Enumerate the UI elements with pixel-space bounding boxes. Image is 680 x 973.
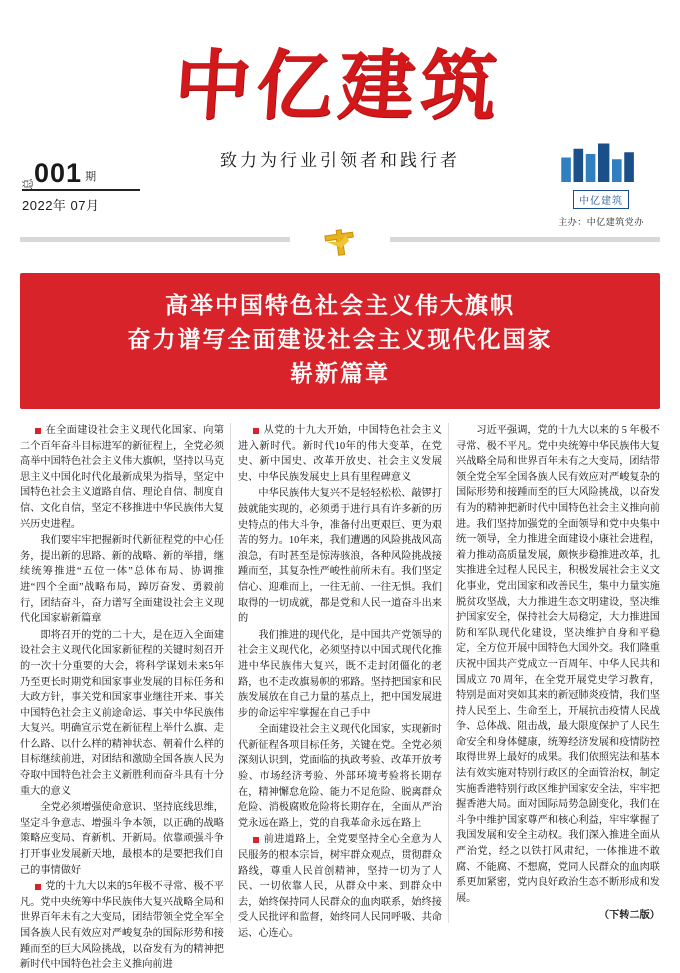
- masthead-slogan: 致力为行业引领者和践行者: [220, 151, 460, 170]
- masthead-divider: [20, 232, 660, 246]
- headline-line-2: 奋力谱写全面建设社会主义现代化国家: [127, 326, 553, 353]
- column-divider: [448, 423, 449, 923]
- divider-left: [20, 237, 290, 242]
- divider-right: [390, 237, 660, 242]
- logo-name: 中亿建筑: [573, 190, 629, 209]
- headline-banner: [20, 273, 660, 409]
- masthead: [0, 0, 680, 255]
- paragraph: 习近平强调，党的十九大以来的 5 年极不寻常、极不平凡。党中央统筹中华民族伟大复兴战略全局和世界百年未有之大变局，团结带领全党全军全国各族人民有效应对严峻复杂的国际形势和接踵而至的巨大风险挑战，以奋发有为的精神把新时代中国特色社会主义推向前进。我们坚持加强党的全面领导和党中央集中统一领导，全力推进全面建设小康社会进程，着力推动高质量发展，颇恢步稳推进改革，扎实推进全过程人民民主，积极发展社会主义文化事业，党出国家和改善民生，集中力量实施脱贫攻坚战，大力推进生态文明建设，坚决维护国家安全，保持社会大局稳定，大力推进国防和军队现代化建设，坚决维护自身和平稳定，全方位开展中国特色大国外交。我们隆重庆祝中国共产党成立一百周年、中华人民共和国成立 70 周年，在全党开展党史学习教育，特别是面对突如其来的新冠肺炎疫情，我们坚持人民至上、生命至上，开展抗击疫情人民战争、总体战、阻击战，最大限度保护了人民生命安全和身体健康，统筹经济发展和疫情防控取得世界上最好的成果。我们依照宪法和基本法有效实施对特别行政区的全面管治权，制定实施香港特别行政区维护国家安全法，牢牢把握香港大局。面对国际局势急剧变化，我们在斗争中维护国家尊严和核心利益，牢牢掌握了我国发展和安全主动权。我们深入推进全面从严治党，经之以铁打风肃纪，一体推进不敢腐、不能腐、不想腐，党同人民群众的血肉联系更加紧密，党内良好政治生态不断形成和发展。: [456, 425, 660, 904]
- issue-block: [22, 160, 140, 214]
- article-column-2: [238, 423, 442, 939]
- paragraph: 前进道路上，全党要坚持全心全意为人民服务的根本宗旨，树牢群众观点，贯彻群众路线，尊重人民首创精神，坚持一切为了人民、一切依靠人民，从群众中来、到群众中去，始终保持同人民群众的血肉联系，始终接受人民批评和监督，始终同人民同呼吸、共命运、心连心。: [238, 832, 442, 941]
- paragraph: 全面建设社会主义现代化国家，实现新时代新征程各项目标任务，关键在党。全党必须深刻认识到，党面临的执政考验、改革开放考验、市场经济考验、外部环境考验将长期存在，精神懈怠危险、能力不足危险、脱离群众危险、消极腐败危险将长期存在，全面从严治党永远在路上，党的自我革命永远在路上: [238, 724, 442, 829]
- paragraph: 我们推进的现代化，是中国共产党领导的社会主义现代化，必须坚持以中国式现代化推进中华民族伟大复兴，既不走封闭僵化的老路，也不走改旗易帜的邪路。坚持把国家和民族发展放在自己力量的基点上，把中国发展进步的命运牢牢掌握在自己手中: [238, 629, 442, 719]
- headline-line-3: 崭新篇章: [290, 360, 390, 387]
- cpc-emblem-icon: [317, 222, 363, 262]
- issue-suffix-label: 期: [85, 171, 97, 183]
- issue-date: 2022年 07月: [22, 198, 100, 213]
- article-column-3: [456, 423, 660, 923]
- publisher-logo: [542, 140, 660, 228]
- logo-sponsor: 主办：中亿建筑党办: [558, 217, 644, 227]
- issue-number: 001: [34, 158, 83, 188]
- paragraph: 全党必须增强使命意识、坚持底线思维，坚定斗争意志、增强斗争本领，以正确的战略策略应变局、育新机、开新局。依靠顽强斗争打开事业发展新天地，最根本的是要把我们自己的事情做好: [20, 802, 224, 876]
- column-divider: [230, 423, 231, 923]
- paragraph: 即将召开的党的二十大，是在迈入全面建设社会主义现代化国家新征程的关键时刻召开的一次十分重要的大会，将科学谋划未来5年乃至更长时期党和国家事业发展的目标任务和大政方针，事关党和国家事业继往开来、事关中国特色社会主义前途命运、事关中华民族伟大复兴。明确宣示党在新征程上举什么旗、走什么路、以什么样的精神状态、朝着什么样的目标继续前进，对团结和激励全国各族人民为夺取中国特色社会主义新胜利而奋斗具有十分重大的意义: [20, 629, 224, 797]
- building-icon: [549, 140, 654, 182]
- article-body: [20, 423, 660, 971]
- issue-prefix-label: 总: [22, 179, 35, 190]
- continued-note: （下转二版）: [598, 910, 660, 922]
- paragraph: 在全面建设社会主义现代化国家、向第二个百年奋斗目标进军的新征程上，全党必须高举中国特色社会主义伟大旗帜，坚持以马克思主义中国化时代化最新成果为指导，坚定中国特色社会主义道路自信、理论自信、制度自信、文化自信，坚定不移推进中华民族伟大复兴历史进程。: [20, 423, 224, 532]
- headline-line-1: 高举中国特色社会主义伟大旗帜: [165, 292, 515, 319]
- paragraph: 我们要牢牢把握新时代新征程党的中心任务，提出新的思路、新的战略、新的举措，继续统筹推进“五位一体”总体布局、协调推进“四个全面”战略布局，踔厉奋发、勇毅前行，团结奋斗，奋力谱写全面建设社会主义现代化国家崭新篇章: [20, 535, 224, 625]
- paragraph: 中华民族伟大复兴不是轻轻松松、敲锣打鼓就能实现的，必须勇于进行具有许多新的历史特点的伟大斗争，准备付出更艰巨、更为艰苦的努力。10年来，我们遭遇的风险挑战风高浪急，有时甚至是惊涛骇浪，各种风险挑战接踵而至，其复杂性严峻性前所未有。我们坚定信心、迎难而上，一往无前、一往无惧。我们取得的一切成就，都是党和人民一道奋斗出来的: [238, 488, 442, 625]
- page-title: 中亿建筑: [171, 41, 506, 130]
- paragraph: 党的十九大以来的5年极不寻常、极不平凡。党中央统筹中华民族伟大复兴战略全局和世界百年未有之大变局，团结带领全党全军全国各族人民有效应对严峻复杂的国际形势和接踵而至的巨大风险挑战，以奋发有为的精神把新时代中国特色社会主义推向前进: [20, 879, 224, 973]
- paragraph: 从党的十九大开始，中国特色社会主义进入新时代。新时代10年的伟大变革，在党史、新中国史、改革开放史、社会主义发展史、中华民族发展史上具有里程碑意义: [238, 423, 442, 485]
- article-column-1: [20, 423, 224, 971]
